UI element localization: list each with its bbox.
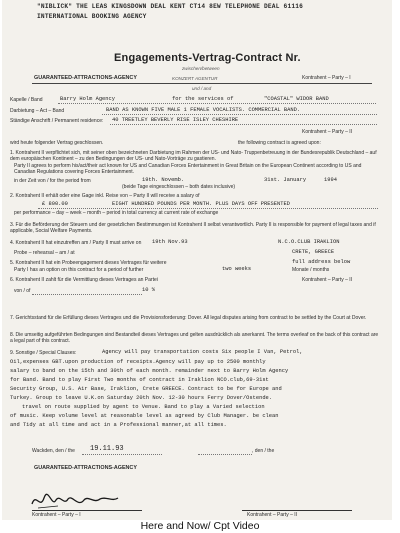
signature-label-2: Kontrahent – Party – II: [247, 512, 298, 518]
clause-6: 6. Kontrahent II zahlt für die Vermittlung dieses Vertrages an Partei: [10, 277, 158, 283]
contract-title: Engagements-Vertrag-Contract Nr.: [114, 52, 301, 64]
agency-name: GUARANTEED-ATTRACTIONS-AGENCY: [34, 75, 137, 81]
signature-line-1: [32, 510, 142, 511]
special-line-7: travel on route supplied by agent to Venue. Band to play a Varied selection: [22, 404, 265, 410]
party-one-label: Kontrahent – Party – I: [302, 75, 351, 81]
signature-line-2: [242, 510, 352, 511]
option-unit: Monate / months: [292, 267, 330, 273]
band-name-value: "COASTAL" WIDOR BAND: [264, 96, 329, 102]
special-line-2: Oil,expenses GBT.upon production of receipts.Agency will pay up to 2500 monthly: [10, 359, 266, 365]
und-label: und / and: [192, 86, 212, 91]
act-value: BAND AS KNOWN FIVE MALE 1 FEMALE VOCALISTS. COMMERCIAL BAND.: [106, 107, 301, 113]
contract-document: [2, 0, 392, 520]
agency-sub: KONZERT AGENTUR: [172, 76, 218, 81]
special-line-3: salary to band on the 15th and 30th of each month. remainder next to Barry Holm Agency: [10, 368, 289, 374]
band-agency-value: Barry Holm Agency: [60, 96, 115, 102]
option-value-2: two weeks: [222, 266, 252, 272]
clause-1-en: Party II agrees to perform his/act/their act known for US and Canadian Forces Entertainment in Great Britain on the European Continent according to US and Canadian Regulations covering Forces Entertainment.: [14, 163, 362, 175]
period-label: in der Zeit von / for the period from: [14, 178, 91, 184]
act-label: Darbietung – Act – Band: [10, 108, 65, 114]
period-year: 1994: [324, 177, 337, 183]
divider: [32, 83, 372, 84]
special-line-6: Turkey. Group to leave U.K.on Saturday 20th Nov. 12-30 hours Ferry Dover/Ostende.: [10, 395, 273, 401]
special-line-9: and Tidy at all time and act in a Professional manner,at all times.: [10, 422, 227, 428]
commission-pct: 10 %: [142, 287, 155, 293]
date-label-2: , den / the: [252, 448, 275, 454]
clause-4b: Probe – rehearsal – am / at: [14, 250, 75, 256]
clause-1-de: 1. Kontrahent II verpflichtet sich, mit seiner oben bezeichneten Darbietung im Rahmen der US- und Nato- Truppenbetreuung in der Bundesrepublik Deutschland – auf dem europäischen Kontinent – zu den Bedingungen der US- und Nato-Vorträge zu gastieren.: [10, 150, 377, 162]
date-label: Wackden, den / the: [32, 448, 75, 454]
agency-bottom: GUARANTEED-ATTRACTIONS-AGENCY: [34, 465, 137, 471]
special-line-5: Security Group, U.S. Air Base, Iraklion, Crete GREECE. Contract to be for Europe and: [10, 386, 282, 392]
arrive-place-2: CRETE, GREECE: [292, 249, 335, 255]
option-value: full address below: [292, 259, 351, 265]
clause-2: 2. Kontrahent II erhält oder eine Gage inkl. Reise von – Party II will receive a salary of: [10, 193, 200, 199]
band-label: Kapelle / Band: [10, 97, 43, 103]
title-subtitle: zwischen/between: [182, 66, 220, 71]
services-value: for the services of: [172, 96, 234, 102]
clause-7: 7. Gerichtsstand für die Erfüllung dieses Vertrages und die Provisionsforderung: Dover. All legal disputes arising from contract to be settled by the Court at Dover.: [10, 315, 367, 321]
arrive-place: N.C.O.CLUB IRAKLION: [278, 239, 340, 245]
period-to: 31st. January: [264, 177, 307, 183]
arrive-date: 19th Nov.93: [152, 239, 188, 245]
special-line-4: for Band. Band to play First Two months of contract in Iraklion NCO.club,69-31st: [10, 377, 269, 383]
period-from: 19th. Novemb.: [142, 177, 185, 183]
residence-label: Ständige Anschrift / Permanent residence:: [10, 118, 104, 124]
option-en: Party I has an option on this contract for a period of further: [14, 267, 144, 273]
clause-3: 3. Für die Beförderung der Steuern und der gesetzlichen Bestimmungen ist Kontrahent II selbst verantwortlich. Party II is responsible for payment of legal taxes and if applicable, Social Welfare Payments.: [10, 222, 376, 234]
clause-8: 8. Die umseitig aufgeführten Bedingungen sind Bestandteil dieses Vertrages und gelten ausdrücklich als anerkannt. The terms overleaf on the back of this contract are a legal part of this contract.: [10, 332, 379, 344]
special-line-1: Agency will pay transportation costs Six people I Van, Petrol,: [102, 349, 303, 355]
special-line-8: of music. Keep volume level at reasonable level as agreed by Club Manager. be clean: [10, 413, 279, 419]
date-value: 19.11.93: [90, 445, 124, 453]
salary-per: per performance – day – week – month – period in total currency at current rate of exchange: [14, 210, 219, 216]
signature: [28, 490, 120, 512]
residence-value: 40 TREETLEY BEVERLY RISE ISLEY CHESHIRE: [112, 117, 239, 123]
signature-label-1: Kontrahent – Party – I: [32, 512, 81, 518]
salary-amount: £ 800.00: [42, 201, 68, 207]
letterhead-agency: INTERNATIONAL BOOKING AGENCY: [37, 13, 147, 20]
letterhead-address: "NIBLICK" THE LEAS KINGSDOWN DEAL KENT CT14 8EW TELEPHONE DEAL 61116: [37, 3, 304, 10]
clause-4: 4. Kontrahent II hat einzutreffen am / Party II must arrive on: [10, 240, 142, 246]
intro-de: wird heute folgender Vertrag geschlossen.: [10, 140, 104, 146]
clause-5: 5. Kontrahent II hat ein Probeengagement dieses Vertrages für weitere: [10, 260, 167, 266]
commission-from: von / of: [14, 288, 31, 294]
commission-party: Kontrahent – Party – II: [302, 277, 353, 283]
party-two-label: Kontrahent – Party – II: [302, 129, 353, 135]
image-caption: Here and Now/ Cpt Video: [140, 520, 260, 532]
period-note: (beide Tage eingeschlossen – both dates inclusive): [122, 184, 236, 190]
clause-9-label: 9. Sonstige / Special Clauses:: [10, 350, 77, 356]
intro-en: the following contract is agreed upon:: [238, 140, 321, 146]
salary-value: EIGHT HUNDRED POUNDS PER MONTH. PLUS DAYS OFF PRESENTED: [112, 201, 290, 207]
